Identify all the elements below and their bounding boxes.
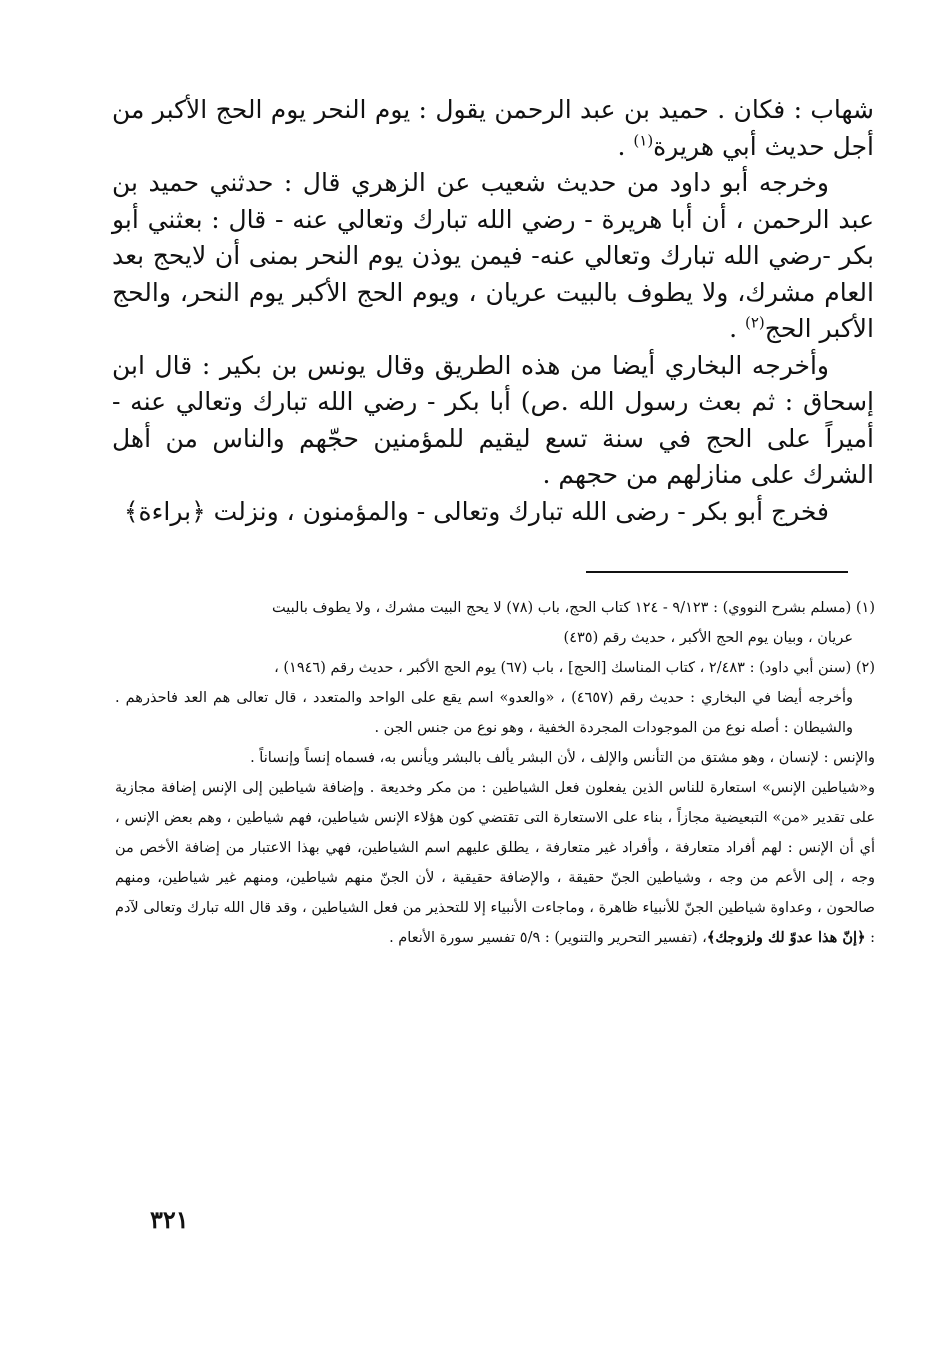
page-number: ٣٢١ xyxy=(150,1205,189,1234)
footnote-2-line-3: والإنس : لإنسان ، وهو مشتق من التأنس والإلف ، لأن البشر يألف بالبشر ويأنس به، فسماه إنساً وإنساناً . xyxy=(250,750,875,766)
footnote-1-line-2: عريان ، وبيان يوم الحج الأكبر ، حديث رقم (٤٣٥) xyxy=(563,630,853,646)
paragraph-1 xyxy=(112,92,874,165)
footnote-2-line-1: (٢) (سنن أبي داود) : ٢/٤٨٣ ، كتاب المناسك [الحج] ، باب (٦٧) يوم الحج الأكبر ، حديث رقم (١٩٤٦) ، xyxy=(274,660,875,676)
footnotes-block xyxy=(115,593,875,953)
paragraph-2 xyxy=(112,165,874,348)
footnote-2-line-4 xyxy=(115,773,875,953)
footnote-2-line-2: وأخرجه أيضا في البخاري : حديث رقم (٤٦٥٧) ، «والعدو» اسم يقع على الواحد والمتعدد ، قال تعالى هم العد فاحذرهم . والشيطان : أصله نوع من الموجودات المجردة الخفية ، وهو نوع من جنس الجن . xyxy=(115,690,853,736)
paragraph-1-end: . xyxy=(617,131,634,161)
quran-verse: ﴿إنّ هذا عدوّ لك ولزوجك﴾ xyxy=(706,929,866,946)
paragraph-1-text: شهاب : فكان . حميد بن عبد الرحمن يقول : يوم النحر يوم الحج الأكبر من أجل حديث أبي هريرة xyxy=(112,95,874,161)
paragraph-2-end: . xyxy=(729,314,745,343)
footnote-ref-2: (٢) xyxy=(744,313,765,332)
footnote-2-commentary: و«شياطين الإنس» استعارة للناس الذين يفعلون فعل الشياطين : من مكر وخديعة . وإضافة شياطين إلى الإنس إضافة مجازية على تقدير «من» التبعيضية مجازاً ، بناء على الاستعارة التى تقتضي كون هؤلاء الإنس شياطين، فهم شياطين ، وهم بعض الإنس ، أي أن الإنس : لهم أفراد متعارفة ، وأفراد غير متعارفة ، يطلق عليهم اسم الشياطين، فهي بهذا الاعتبار من إضافة الأخص من وجه ، إلى الأعم من وجه ، وشياطين الجنّ حقيقة ، والإضافة حقيقية ، لأن الجنّ منهم شياطين، ومنهم غير شياطين، ومنهم صالحون ، وعداوة شياطين الجنّ للأنبياء ظاهرة ، وماجاءت الأنبياء إلا للتحذير من فعل الشياطين ، وقد قال الله تبارك وتعالى لآدم : xyxy=(115,780,875,946)
main-text-block xyxy=(112,92,874,530)
paragraph-4: فخرج أبو بكر - رضى الله تبارك وتعالى - والمؤمنون ، ونزلت ﴿براءة﴾ xyxy=(123,496,829,526)
footnote-2-tail: ، (تفسير التحرير والتنوير) : ٥/٩ تفسير سورة الأنعام . xyxy=(389,930,707,946)
paragraph-2-text: وخرجه أبو داود من حديث شعيب عن الزهري قال : حدثني حميد بن عبد الرحمن ، أن أبا هريرة - رضي الله تبارك وتعالي عنه - قال : بعثني أبو بكر -رضي الله تبارك وتعالي عنه- فيمن يوذن يوم النحر بمنى أن لايحج بعد العام مشرك، ولا يطوف بالبيت عريان ، ويوم الحج الأكبر يوم النحر، والحج الأكبر الحج xyxy=(112,168,874,343)
paragraph-3: وأخرجه البخاري أيضا من هذه الطريق وقال يونس بن بكير : قال ابن إسحاق : ثم بعث رسول الله .ص) أبا بكر - رضي الله تبارك وتعالي عنه - أميراً على الحج في سنة تسع ليقيم للمؤمنين حجّهم والناس من أهل الشرك على منازلهم من حجهم . xyxy=(112,350,874,489)
footnote-ref-1: (١) xyxy=(633,131,654,150)
footnote-1-line-1: (١) (مسلم بشرح النووي) : ٩/١٢٣ - ١٢٤ كتاب الحج، باب (٧٨) لا يحج البيت مشرك ، ولا يطوف بالبيت xyxy=(272,600,875,616)
footnote-separator xyxy=(586,571,848,573)
